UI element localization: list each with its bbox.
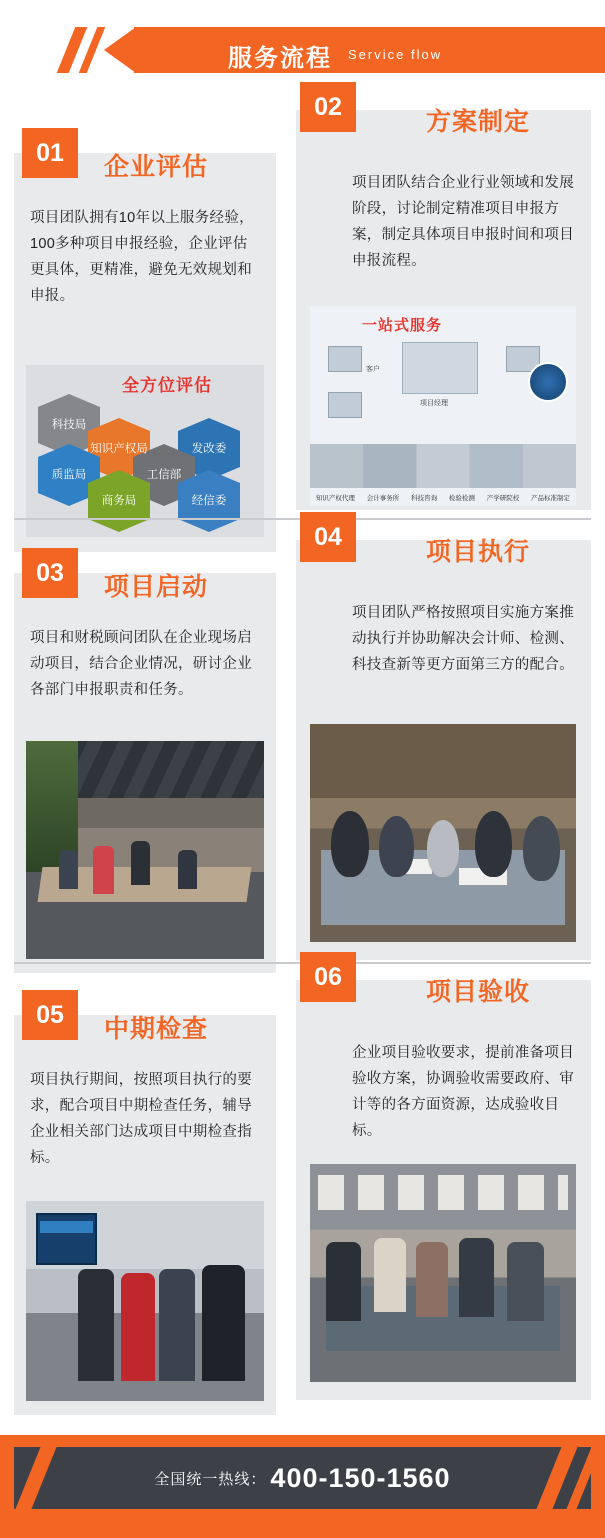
step-card-03: [14, 559, 276, 973]
photo-scene-04: [310, 724, 576, 942]
service-center-box: [402, 342, 478, 394]
step-number-02: 02: [300, 82, 356, 132]
step-title-03: 项目启动: [104, 573, 209, 601]
hex-node-fgw: 发改委: [178, 431, 240, 467]
step-title-04: 项目执行: [426, 538, 531, 566]
step-number-05: 05: [22, 990, 78, 1040]
service-node-1: [328, 346, 362, 372]
service-caption-5: 产学研院校: [486, 495, 520, 502]
page-footer: [0, 1435, 605, 1538]
process-steps-board: [0, 93, 605, 1435]
step-figure-01: [26, 365, 264, 537]
step-card-01: [14, 139, 276, 552]
step-body-05: 项目执行期间，按照项目执行的要求，配合项目中期检查任务，辅导企业相关部门达成项目中期检查指标。: [30, 1072, 252, 1166]
hex-node-swj: 商务局: [88, 483, 150, 519]
step-card-05: [14, 1001, 276, 1415]
service-node-2: [328, 392, 362, 418]
hex-node-gxb: 工信部: [133, 457, 195, 493]
step-number-03: 03: [22, 548, 78, 598]
certification-seal-icon: [528, 362, 568, 402]
step-number-01: 01: [22, 128, 78, 178]
hex-node-kjj: 科技局: [38, 407, 100, 443]
service-caption-4: 检验检测: [448, 495, 475, 502]
step-card-02: [296, 93, 591, 510]
hotline-bar: [14, 1447, 591, 1509]
hex-node-jxw: 经信委: [178, 483, 240, 519]
page-subtitle: Service flow: [348, 47, 443, 62]
step-figure-04: [310, 724, 576, 942]
service-label-manager: 项目经理: [420, 400, 448, 407]
step-body-04: 项目团队严格按照项目实施方案推动执行并协助解决会计师、检测、科技查新等更方面第三方的配合。: [352, 605, 574, 673]
service-diagram-title: 一站式服务: [362, 317, 443, 334]
service-caption-2: 会计事务所: [366, 495, 400, 502]
photo-scene-03: [26, 741, 264, 959]
step-body-02: 项目团队结合企业行业领域和发展阶段，讨论制定精准项目申报方案，制定具体项目申报时间和项目申报流程。: [352, 175, 574, 269]
step-figure-06: [310, 1164, 576, 1382]
hex-diagram-title: 全方位评估: [122, 376, 212, 395]
service-caption-3: 科技咨询: [411, 495, 438, 502]
step-title-05: 中期检查: [104, 1015, 209, 1043]
header-arrow-decor: [104, 27, 136, 73]
step-title-01: 企业评估: [104, 153, 209, 181]
step-figure-03: [26, 741, 264, 959]
service-label-client: 客户: [366, 366, 380, 373]
step-body-06: 企业项目验收要求，提前准备项目验收方案，协调验收需要政府、审计等的各方面资源，达成验收目标。: [352, 1045, 574, 1139]
photo-scene-06: [310, 1164, 576, 1382]
hex-node-zjj: 质监局: [38, 457, 100, 493]
step-title-02: 方案制定: [426, 108, 531, 136]
step-number-04: 04: [300, 512, 356, 562]
photo-scene-05: [26, 1201, 264, 1401]
step-title-06: 项目验收: [426, 978, 531, 1006]
hex-node-zscqj: 知识产权局: [88, 431, 150, 467]
hotline-label: 全国统一热线：: [154, 1470, 267, 1488]
step-card-06: [296, 963, 591, 1400]
step-body-03: 项目和财税顾问团队在企业现场启动项目，结合企业情况，研讨企业各部门申报职责和任务。: [30, 630, 252, 698]
page-title: 服务流程: [228, 45, 332, 72]
step-figure-02: [310, 306, 576, 506]
step-body-01: 项目团队拥有10年以上服务经验，100多种项目申报经验，企业评估更具体，更精准，避免无效规划和申报。: [30, 210, 254, 304]
step-number-06: 06: [300, 952, 356, 1002]
service-photo-strip: [310, 444, 576, 488]
service-captions: [310, 493, 576, 502]
hotline-number[interactable]: 400-150-1560: [270, 1462, 451, 1493]
step-figure-05: [26, 1201, 264, 1401]
service-caption-1: 知识产权代理: [315, 495, 355, 502]
step-card-04: [296, 523, 591, 960]
service-caption-6: 产品标准制定: [531, 495, 571, 502]
